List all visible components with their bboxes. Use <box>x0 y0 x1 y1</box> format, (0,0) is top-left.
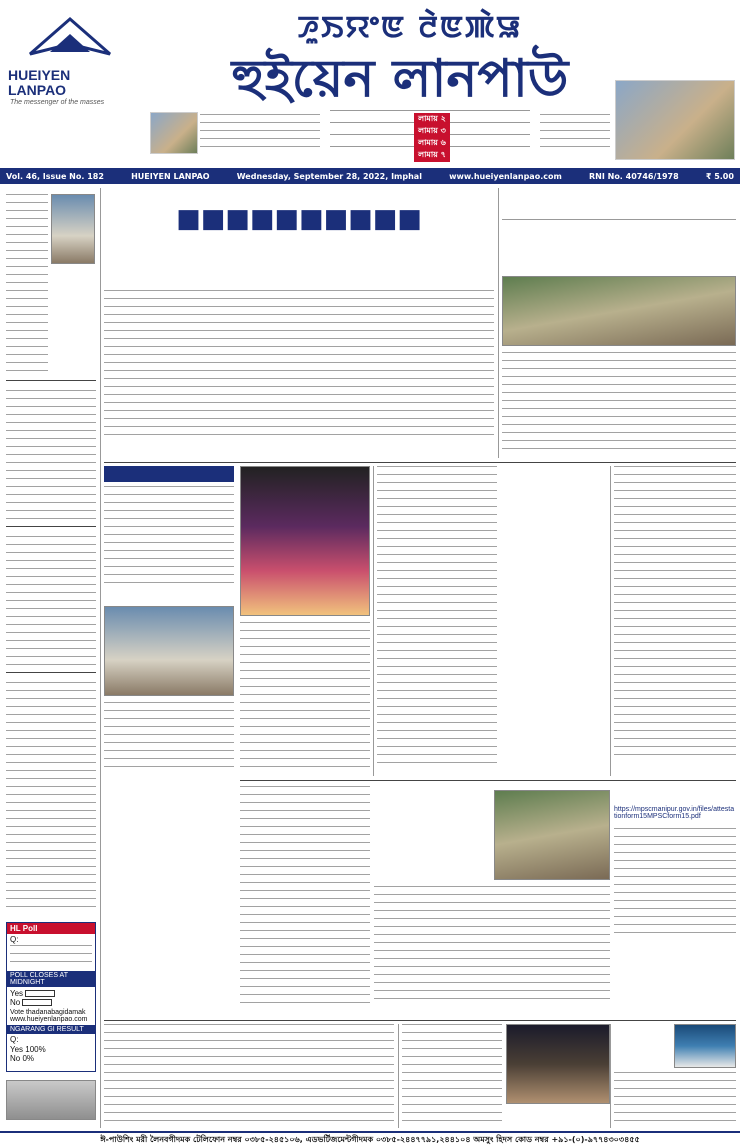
dance-photo <box>240 466 370 616</box>
volume-issue: Vol. 46, Issue No. 182 <box>6 171 104 181</box>
bottom-story-2 <box>402 1024 502 1128</box>
left-article-4 <box>6 682 96 912</box>
rally-photo <box>494 790 610 880</box>
left-article-1 <box>6 194 48 374</box>
website-link[interactable]: www.hueiyenlanpao.com <box>449 171 562 181</box>
bottom-story-4 <box>614 1024 736 1128</box>
tourism-body <box>240 622 370 772</box>
teaser-3[interactable]: লামায় ৬ <box>330 134 530 146</box>
left-article-2 <box>6 390 96 520</box>
top-right-story <box>502 188 736 458</box>
promo-text-left <box>200 114 320 152</box>
lead-story <box>104 188 494 458</box>
promo-text-right <box>540 114 610 152</box>
promo-photo-left <box>150 112 198 154</box>
poll-vote-site[interactable]: Vote thadanabagidamak www.hueiyenlanpao.com <box>10 1009 88 1023</box>
candidate-photo <box>104 606 234 696</box>
url-story-body <box>614 828 736 938</box>
academy-photo <box>674 1024 736 1068</box>
hl-poll-box <box>6 922 96 1072</box>
brand-title-meetei: ꯍꯨꯏꯌꯦꯟ ꯂꯥꯟꯄꯥꯎ <box>297 10 523 45</box>
attestation-form-link[interactable]: https://mpscmanipur.gov.in/files/attestationform15MPSCform15.pdf <box>614 806 735 820</box>
results-headline-bar <box>104 466 234 482</box>
lead-headline: ■■■■■■■■■■ <box>176 204 422 234</box>
poll-result-no: No 0% <box>10 1054 35 1063</box>
footer-contact: ঈ-পাউশিং মরী লৈনবগীদমক টেলিফোন নম্বর ০৩৮৫-২৪৫১০৬, এডভর্টিজমেন্টগীদমক ০৩৮৫-২৪৪৭৭৯১,২৪৪১০৪ অমসুং হিদস কোড নম্বর +৯১-(০)-৯৭৭৪৩০৩৪৫৫ <box>0 1131 740 1147</box>
logo-tagline: The messenger of the masses <box>10 99 105 106</box>
bottom-story-2-body <box>402 1024 502 1124</box>
poll-options <box>7 987 95 1009</box>
bird-logo-icon <box>10 14 130 74</box>
civil-services-story <box>614 466 736 766</box>
accident-photo <box>506 1024 610 1104</box>
dateline-bar <box>0 168 740 184</box>
bank-body <box>377 466 497 766</box>
left-column <box>6 190 96 1125</box>
bomb-story <box>374 786 610 1016</box>
poll-result-header: NGARANG GI RESULT <box>7 1025 95 1034</box>
results-story <box>104 466 234 776</box>
poll-result-yes: Yes 100% <box>10 1045 46 1054</box>
poll-option-yes[interactable]: Yes <box>10 989 92 998</box>
obituary-photo <box>51 194 95 264</box>
bottom-story-3 <box>506 1024 610 1128</box>
logo-wordmark: HUEIYEN LANPAO <box>8 67 71 98</box>
promo-photo-right <box>615 80 735 160</box>
bottom-story-1 <box>104 1024 394 1128</box>
results-body <box>104 702 234 772</box>
poll-result-question: Q: <box>10 1035 19 1044</box>
poll-question <box>10 945 92 969</box>
bank-story <box>377 466 497 776</box>
price: ₹ 5.00 <box>705 171 734 181</box>
rni-number: RNI No. 40746/1978 <box>589 171 679 181</box>
top-right-body <box>502 352 736 452</box>
teaser-4[interactable]: লামায় ৭ <box>330 146 530 158</box>
masthead <box>0 0 740 160</box>
issue-date: Wednesday, September 28, 2022, Imphal <box>236 171 422 181</box>
bottom-story-1-body <box>104 1024 394 1124</box>
civil-services-body <box>614 466 736 756</box>
brand-title-bengali: হুইয়েন লানপাউ <box>231 48 569 109</box>
cartoon-illustration <box>6 1080 96 1120</box>
poll-option-no[interactable]: No <box>10 998 92 1007</box>
paper-name: HUEIYEN LANPAO <box>131 171 210 181</box>
poll-question-label: Q: <box>10 935 19 944</box>
teaser-stack <box>330 110 530 158</box>
left-article-3 <box>6 536 96 666</box>
bottom-story-4-body <box>614 1072 736 1122</box>
poll-closes: POLL CLOSES AT MIDNIGHT <box>7 971 95 987</box>
url-story <box>614 786 736 1016</box>
top-right-headline <box>502 188 736 220</box>
hunger-strike-story <box>240 786 370 1016</box>
lead-body <box>104 290 494 440</box>
hunger-strike-body <box>240 786 370 1006</box>
bomb-body <box>374 886 610 1006</box>
poll-title: HL Poll <box>7 923 95 934</box>
protest-photo <box>502 276 736 346</box>
tourism-story <box>240 466 370 776</box>
results-summary <box>104 486 234 586</box>
teaser-1[interactable]: লামায় ২ <box>330 110 530 122</box>
teaser-2[interactable]: লামায় ৩ <box>330 122 530 134</box>
